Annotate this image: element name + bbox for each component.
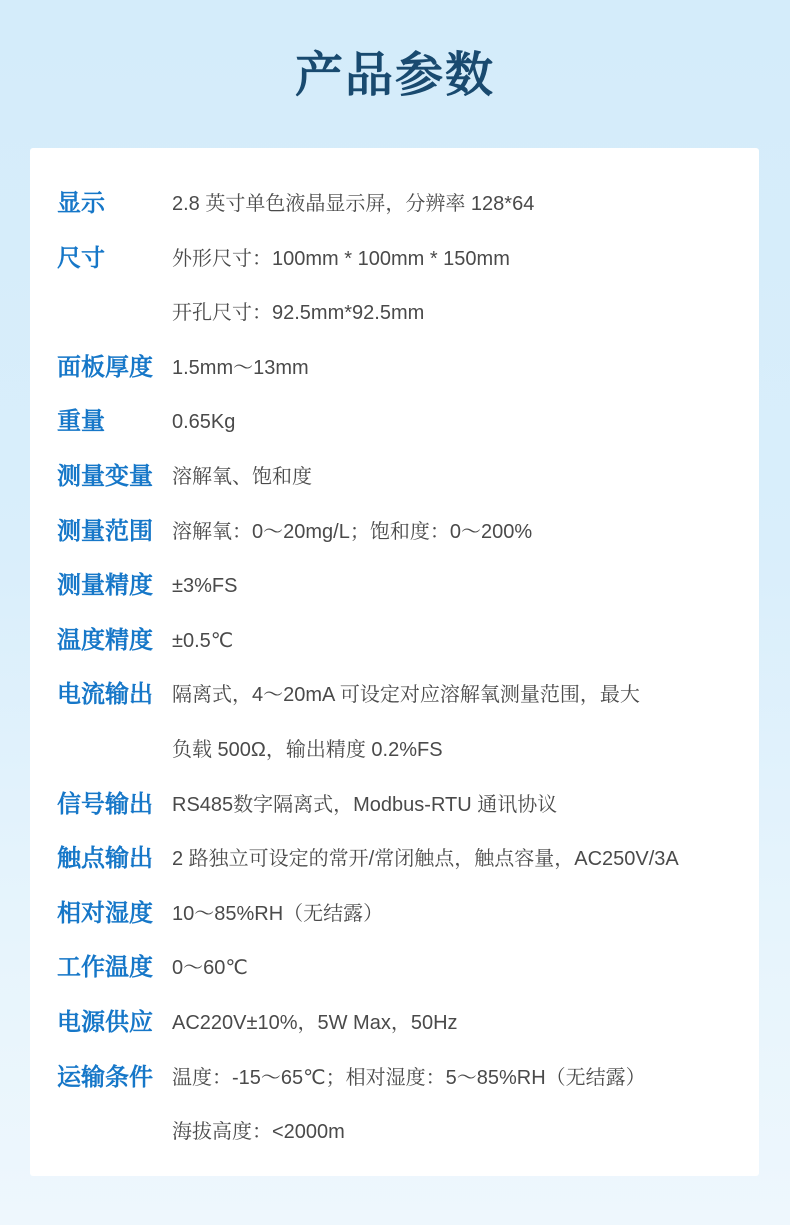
spec-value-line: 2 路独立可设定的常开/常闭触点，触点容量，AC250V/3A bbox=[172, 848, 679, 871]
spec-label: 工作温度 bbox=[57, 954, 153, 982]
spec-value bbox=[172, 941, 741, 996]
spec-row bbox=[57, 668, 741, 777]
spec-row bbox=[57, 941, 741, 996]
spec-label: 电源供应 bbox=[57, 1008, 153, 1036]
spec-label: 信号输出 bbox=[57, 790, 153, 818]
spec-value-line: 负载 500Ω，输出精度 0.2%FS bbox=[172, 738, 443, 761]
spec-row bbox=[57, 996, 741, 1051]
spec-label: 相对湿度 bbox=[57, 899, 153, 927]
spec-label: 显示 bbox=[57, 190, 105, 217]
spec-label: 运输条件 bbox=[57, 1063, 153, 1091]
spec-row bbox=[57, 887, 741, 942]
spec-row bbox=[57, 559, 741, 614]
spec-value-line: 隔离式，4～20mA 可设定对应溶解氧测量范围，最大 bbox=[172, 684, 640, 707]
specs-table bbox=[57, 177, 741, 1160]
spec-label: 测量精度 bbox=[57, 572, 153, 600]
spec-value-line: ±3%FS bbox=[172, 575, 238, 598]
spec-label: 尺寸 bbox=[57, 244, 105, 272]
spec-value-line: 开孔尺寸：92.5mm*92.5mm bbox=[172, 302, 425, 325]
spec-value bbox=[172, 395, 741, 450]
spec-value-line: 2.8 英寸单色液晶显示屏，分辨率 128*64 bbox=[172, 193, 535, 215]
spec-row bbox=[57, 832, 741, 887]
spec-value-line: 0.65Kg bbox=[172, 411, 236, 434]
specs-card bbox=[30, 148, 759, 1176]
spec-label: 重量 bbox=[57, 408, 105, 436]
spec-value bbox=[172, 232, 741, 341]
spec-row bbox=[57, 341, 741, 396]
spec-row bbox=[57, 1051, 741, 1160]
spec-value-line: 温度：-15～65℃；相对湿度：5～85%RH（无结露） bbox=[172, 1066, 646, 1089]
spec-label: 测量范围 bbox=[57, 517, 153, 545]
spec-value-line: 外形尺寸：100mm * 100mm * 150mm bbox=[172, 247, 510, 270]
spec-row bbox=[57, 614, 741, 669]
spec-value-line: 溶解氧、饱和度 bbox=[172, 465, 312, 488]
spec-row bbox=[57, 232, 741, 341]
spec-value-line: 10～85%RH（无结露） bbox=[172, 902, 384, 925]
page-title: 产品参数 bbox=[294, 49, 495, 102]
spec-value bbox=[172, 614, 741, 669]
spec-row bbox=[57, 505, 741, 560]
spec-row bbox=[57, 395, 741, 450]
spec-label: 面板厚度 bbox=[57, 353, 153, 381]
spec-value bbox=[172, 668, 741, 777]
spec-value bbox=[172, 559, 741, 614]
spec-row bbox=[57, 450, 741, 505]
spec-value-line: AC220V±10%，5W Max，50Hz bbox=[172, 1011, 458, 1034]
spec-value bbox=[172, 887, 741, 942]
spec-row bbox=[57, 778, 741, 833]
spec-value bbox=[172, 341, 741, 396]
spec-value-line: 0～60℃ bbox=[172, 957, 248, 980]
spec-value-line: 海拔高度：<2000m bbox=[172, 1121, 345, 1144]
spec-value-line: 溶解氧：0～20mg/L；饱和度：0～200% bbox=[172, 520, 533, 543]
spec-label: 电流输出 bbox=[57, 681, 153, 709]
spec-value-line: RS485数字隔离式，Modbus-RTU 通讯协议 bbox=[172, 793, 558, 816]
spec-label: 触点输出 bbox=[57, 845, 153, 873]
spec-value bbox=[172, 832, 741, 887]
spec-row bbox=[57, 177, 741, 232]
spec-value bbox=[172, 450, 741, 505]
spec-value bbox=[172, 505, 741, 560]
spec-value-line: 1.5mm～13mm bbox=[172, 356, 309, 379]
spec-value bbox=[172, 1051, 741, 1160]
spec-value bbox=[172, 996, 741, 1051]
spec-value-line: ±0.5℃ bbox=[172, 629, 234, 652]
spec-label: 温度精度 bbox=[57, 626, 153, 654]
spec-value bbox=[172, 778, 741, 833]
spec-label: 测量变量 bbox=[57, 462, 153, 490]
spec-value bbox=[172, 177, 741, 232]
